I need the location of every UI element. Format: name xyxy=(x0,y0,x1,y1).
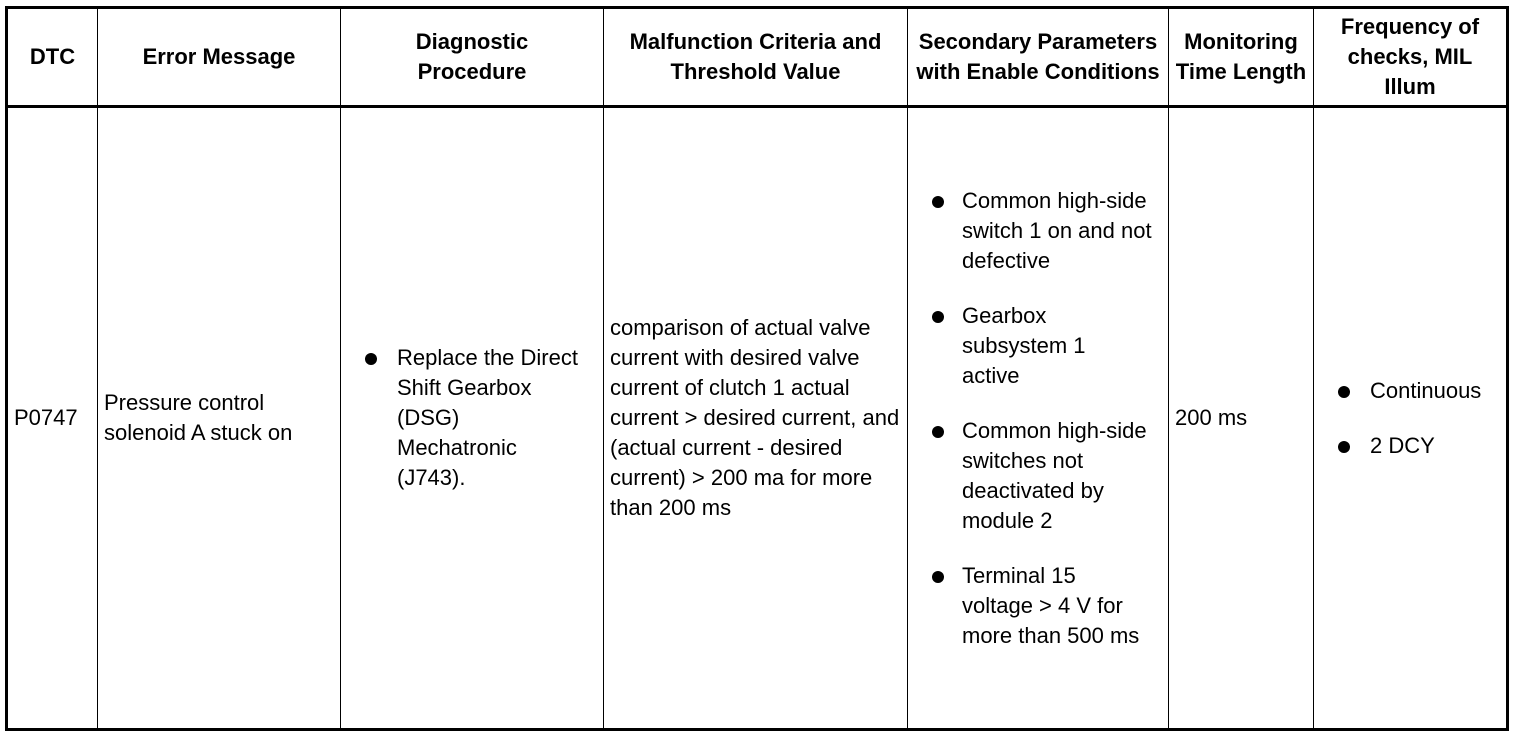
header-frequency: Frequency of checks, MIL Illum xyxy=(1314,8,1508,107)
secondary-parameter-text: Common high-side switches not deactivated by module 2 xyxy=(962,417,1147,533)
header-secondary-parameters: Secondary Parameters with Enable Conditions xyxy=(908,8,1169,107)
cell-diagnostic-procedure xyxy=(341,107,604,730)
header-dtc: DTC xyxy=(7,8,98,107)
cell-malfunction-criteria: comparison of actual valve current with desired valve current of clutch 1 actual current > desired current, and (actual current - desired current) > 200 ma for more than 200 ms xyxy=(604,107,908,730)
cell-secondary-parameters xyxy=(908,107,1169,730)
list-item xyxy=(347,343,583,493)
cell-frequency xyxy=(1314,107,1508,730)
frequency-list xyxy=(1320,376,1500,461)
list-item xyxy=(914,186,1162,276)
header-malfunction-criteria: Malfunction Criteria and Threshold Value xyxy=(604,8,908,107)
diagnostic-procedure-list xyxy=(347,343,583,493)
cell-dtc: P0747 xyxy=(7,107,98,730)
list-item xyxy=(1320,376,1500,406)
secondary-parameter-text: Common high-side switch 1 on and not defective xyxy=(962,187,1152,273)
frequency-text: 2 DCY xyxy=(1370,432,1435,458)
dtc-table xyxy=(5,6,1509,731)
procedure-text: Replace the Direct Shift Gearbox (DSG) Mechatronic (J743). xyxy=(397,345,578,490)
frequency-text: Continuous xyxy=(1370,377,1482,403)
secondary-parameters-list xyxy=(914,186,1162,651)
header-diagnostic-procedure: Diagnostic Procedure xyxy=(341,8,604,107)
table-row xyxy=(7,107,1508,730)
list-item xyxy=(1320,431,1500,461)
list-item xyxy=(914,561,1162,651)
header-error-message: Error Message xyxy=(98,8,341,107)
cell-error-message: Pressure control solenoid A stuck on xyxy=(98,107,341,730)
list-item xyxy=(914,416,1162,536)
secondary-parameter-text: Terminal 15 voltage > 4 V for more than 500 ms xyxy=(962,562,1140,648)
cell-monitoring-time: 200 ms xyxy=(1169,107,1314,730)
header-monitoring-time: Monitoring Time Length xyxy=(1169,8,1314,107)
secondary-parameter-text: Gearbox subsystem 1 active xyxy=(962,302,1086,388)
header-row xyxy=(7,8,1508,107)
list-item xyxy=(914,301,1162,391)
